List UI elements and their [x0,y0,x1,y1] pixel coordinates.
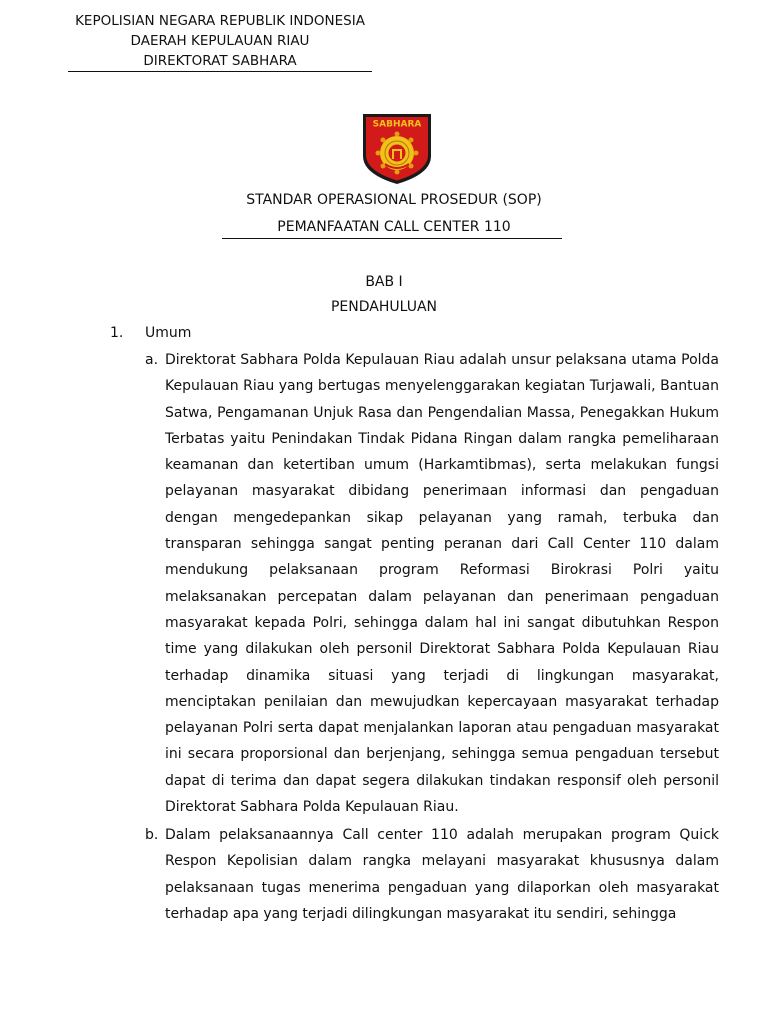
letterhead-line-2: DAERAH KEPULAUAN RIAU [130,33,310,49]
document-subtitle: PEMANFAATAN CALL CENTER 110 [277,219,511,235]
paragraph-b [145,822,719,927]
paragraph-text: Dalam pelaksanaannya Call center 110 adalah merupakan program Quick Respon Kepolisian dalam rangka melayani masyarakat khususnya dalam pelaksanaan tugas menerima pengaduan yang dilaporkan oleh masyarakat terhadap apa yang terjadi dilingkungan masyarakat itu sendiri, sehingga [165,827,719,922]
letterhead-underline [68,71,372,72]
section-title: Umum [145,325,192,341]
paragraph-marker: a. [145,352,159,368]
logo-label: SABHARA [372,119,422,130]
section-number: 1. [110,325,124,341]
chapter-number: BAB I [365,274,403,290]
letterhead-line-3: DIREKTORAT SABHARA [143,53,297,69]
document-title: STANDAR OPERASIONAL PROSEDUR (SOP) [246,192,542,208]
chapter-name: PENDAHULUAN [330,299,438,315]
letterhead-line-1: KEPOLISIAN NEGARA REPUBLIK INDONESIA [75,13,365,29]
paragraph-a [145,347,719,820]
paragraph-text: Direktorat Sabhara Polda Kepulauan Riau adalah unsur pelaksana utama Polda Kepulauan Riau yang bertugas menyelenggarakan kegiatan Turjawali, Bantuan Satwa, Pengamanan Unjuk Rasa dan Pengendalian Massa, Penegakkan Hukum Terbatas yaitu Penindakan Tindak Pidana Ringan dalam rangka pemeliharaan keamanan dan ketertiban umum (Harkamtibmas), serta melakukan fungsi pelayanan masyarakat dibidang penerimaan informasi dan pengaduan dengan mengedepankan sikap pelayanan yang ramah, terbuka dan transparan sehingga sangat penting peranan dari Call Center 110 dalam mendukung pelaksanaan program Reformasi Birokrasi Polri yaitu melaksanakan percepatan dalam pelayanan dan penerimaan pengaduan masyarakat kepada Polri, sehingga dalam hal ini sangat dibutuhkan Respon time yang dilakukan oleh personil Direktorat Sabhara Polda Kepulauan Riau terhadap dinamika situasi yang terjadi di lingkungan masyarakat, menciptakan penilaian dan mewujudkan kepercayaan masyarakat terhadap pelayanan Polri serta dapat menjalankan laporan atau pengaduan masyarakat ini secara proporsional dan berjenjang, sehingga semua pengaduan tersebut dapat di terima dan dapat segera dilakukan tindakan responsif oleh personil Direktorat Sabhara Polda Kepulauan Riau. [165,352,719,816]
letterhead [60,11,380,71]
title-underline [222,238,562,239]
sabhara-shield-logo [361,112,433,186]
paragraph-marker: b. [145,827,159,843]
